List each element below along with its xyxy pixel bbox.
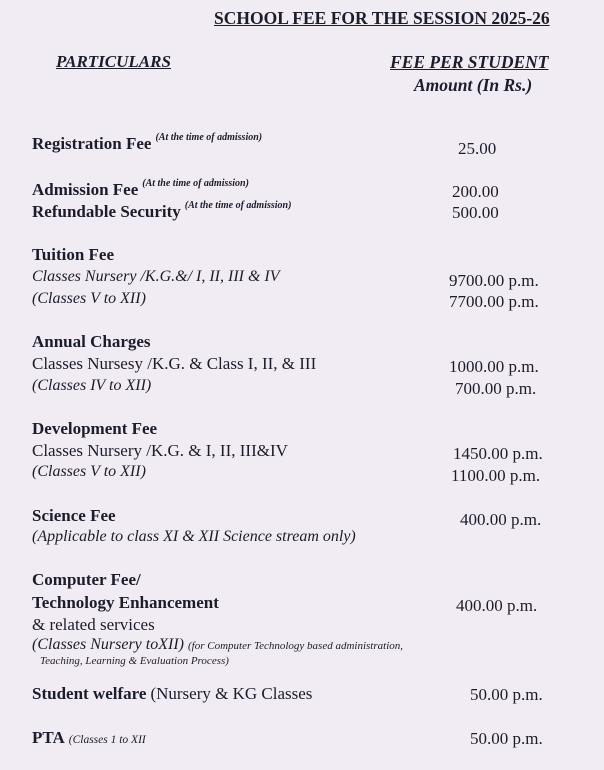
student-welfare-row xyxy=(32,684,312,704)
security-row xyxy=(32,202,291,222)
security-label: Refundable Security xyxy=(32,202,181,221)
computer-fee-amount: 400.00 p.m. xyxy=(456,596,538,615)
student-welfare-detail: (Nursery & KG Classes xyxy=(150,684,313,703)
tuition-line-1: Classes Nursery /K.G.&/ I, II, III & IV xyxy=(32,268,280,285)
computer-note-2: Teaching, Learning & Evaluation Process) xyxy=(40,655,229,667)
development-line-2: (Classes V to XII) xyxy=(32,463,146,480)
registration-fee-note: (At the time of admission) xyxy=(155,132,263,143)
development-line-1: Classes Nursery /K.G. & I, II, III&IV xyxy=(32,441,288,460)
student-welfare-amount: 50.00 p.m. xyxy=(470,685,543,704)
registration-fee-label: Registration Fee xyxy=(32,134,152,153)
fee-per-student-header: FEE PER STUDENT xyxy=(390,52,549,72)
tuition-amount-2: 7700.00 p.m. xyxy=(449,292,539,311)
computer-line-1: & related services xyxy=(32,615,155,634)
annual-charges-label: Annual Charges xyxy=(32,332,151,351)
admission-fee-note: (At the time of admission) xyxy=(142,178,249,189)
tuition-line-2: (Classes V to XII) xyxy=(32,290,146,307)
tuition-fee-label: Tuition Fee xyxy=(32,245,115,264)
admission-fee-row xyxy=(32,180,249,200)
technology-enhancement-label: Technology Enhancement xyxy=(32,593,219,612)
computer-fee-label: Computer Fee/ xyxy=(32,570,141,589)
admission-fee-amount: 200.00 xyxy=(452,182,499,201)
science-line-1: (Applicable to class XI & XII Science stream only) xyxy=(32,528,356,545)
student-welfare-label: Student welfare xyxy=(32,684,147,703)
science-fee-amount: 400.00 p.m. xyxy=(460,510,542,529)
registration-fee-amount: 25.00 xyxy=(458,139,497,158)
tuition-amount-1: 9700.00 p.m. xyxy=(449,271,539,290)
particulars-header: PARTICULARS xyxy=(56,52,171,71)
page-title: SCHOOL FEE FOR THE SESSION 2025-26 xyxy=(214,8,550,28)
development-amount-2: 1100.00 p.m. xyxy=(451,466,541,485)
security-note: (At the time of admission) xyxy=(184,200,292,211)
annual-amount-1: 1000.00 p.m. xyxy=(449,357,539,376)
computer-note-1: (for Computer Technology based administration, xyxy=(187,640,403,652)
pta-detail: (Classes 1 to XII xyxy=(68,734,146,746)
annual-line-1: Classes Nursesy /K.G. & Class I, II, & III xyxy=(32,354,317,373)
computer-line-2: (Classes Nursery toXII) xyxy=(32,636,184,653)
development-amount-1: 1450.00 p.m. xyxy=(453,444,543,463)
annual-amount-2: 700.00 p.m. xyxy=(455,379,537,398)
development-fee-label: Development Fee xyxy=(32,419,158,438)
security-amount: 500.00 xyxy=(452,203,499,222)
annual-line-2: (Classes IV to XII) xyxy=(32,377,152,394)
science-fee-label: Science Fee xyxy=(32,506,116,525)
pta-row xyxy=(32,728,146,748)
pta-amount: 50.00 p.m. xyxy=(470,729,543,748)
amount-header: Amount (In Rs.) xyxy=(414,75,533,95)
admission-fee-label: Admission Fee xyxy=(32,180,139,199)
registration-fee-row xyxy=(32,134,262,154)
pta-label: PTA xyxy=(32,728,65,747)
computer-line-2-row xyxy=(32,636,403,654)
